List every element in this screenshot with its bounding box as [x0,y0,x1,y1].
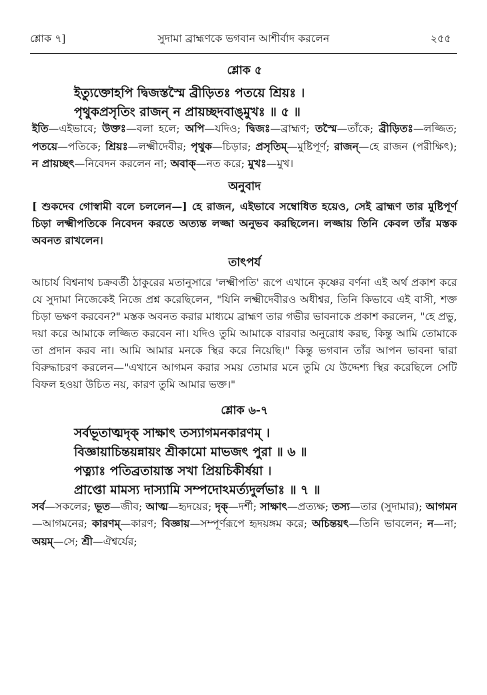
purport-heading: তাৎপর্য [228,254,261,269]
verse-6-7-heading: শ্লোক ৬-৭ [220,402,269,417]
verse-6-7-synonyms: সর্ব—সকলের; ভূত—জীব; আত্ম—হৃদয়ের; দৃক্‌—দর্শী; সাক্ষাৎ—প্রত্যক্ষ; তস্য—তার (সুদামার); আগমন—আগমনের; কারণম্‌—কারণ; বিজ্ঞায়—সম্পূর্ণরূপে হৃদয়ঙ্গম করে; অচিন্তয়ৎ—তিনি ভাবলেন; ন—না; অয়ম্‌—সে; শ্রী—ঐশ্বর্যের; [32,500,457,548]
purport-text: আচার্য বিশ্বনাথ চক্রবর্তী ঠাকুরের মতানুসারে 'লক্ষ্মীপতি' রূপে এখানে কৃষ্ণের বর্ণনা এই অর্থ প্রকাশ করে যে সুদামা নিজেকেই নিজে প্রশ্ন করেছিলেন, "যিনি লক্ষ্মীদেবীরও অধীশ্বর, তিনি কিভাবে এই বাসী, শক্ত চিড়া ভক্ষণ করবেন?" মস্তক অবনত করার মাধ্যমে ব্রাহ্মণ তার গভীর ভাবনাকে প্রকাশ করলেন, "হে প্রভু, দয়া করে আমাকে লজ্জিত করবেন না। যদিও তুমি আমাকে বারবার অনুরোধ করছ, কিন্তু আমি তোমাকে তা প্রদান করব না। আমি আমার মনকে স্থির করে নিয়েছি।" কিন্তু ভগবান তাঁর আপন ভাবনা দ্বারা বিরুদ্ধাচরণ করলেন—"এখানে আগমন করার সময় তোমার মনে তুমি যে উদ্দেশ্য স্থির করেছিলে সেটি বিফল হওয়া উচিত নয়, কারণ তুমি আমার ভক্ত।" [32,276,457,391]
verse-5-line-1: ইত্যুক্তোহপি দ্বিজস্তস্মৈ ব্রীড়িতঃ পতয়ে শ্রিয়ঃ । [74,85,305,100]
page-content [32,58,457,685]
verse-5-line-2: পৃথুকপ্রসৃতিং রাজন্‌ ন প্রায়চ্ছদবাঙ্‌মুখঃ ॥ ৫ ॥ [74,104,301,119]
verse-6-7-line-2: বিজ্ঞায়াচিন্তয়ন্নায়ং শ্রীকামো মাভজৎ পুরা ॥ ৬ ॥ [74,443,307,459]
running-header [30,32,457,50]
verse-5-synonyms: ইতি—এইভাবে; উক্তঃ—বলা হলে; অপি—যদিও; দ্বিজঃ—ব্রাহ্মণ; তস্মৈ—তাঁকে; ব্রীড়িতঃ—লজ্জিত; পতয়ে—পতিকে; শ্রিয়ঃ—লক্ষ্মীদেবীর; পৃথুক—চিড়ার; প্রসৃতিম্‌—মুষ্টিপূর্ণ; রাজন্‌—হে রাজন (পরীক্ষিৎ); ন প্রায়চ্ছৎ—নিবেদন করলেন না; অবাক্‌—নত করে; মুখঃ—মুখ। [32,123,458,170]
header-rule [30,53,457,54]
translation-text: [ শুকদেব গোস্বামী বলে চললেন—] হে রাজন, এইভাবে সম্বোধিত হয়েও, সেই ব্রাহ্মণ তার মুষ্টিপূর্ণ চিড়া লক্ষ্মীপতিকে নিবেদন করতে অত্যন্ত লজ্জা অনুভব করছিলেন। লজ্জায় তিনি কেবল তাঁর মস্তক অবনত রাখলেন। [32,200,457,247]
verse-6-7-line-4: প্রাপ্তো মামস্য দাস্যামি সম্পদোঽমর্ত্যদুর্লভাঃ ॥ ৭ ॥ [74,481,321,497]
verse-5-heading: শ্লোক ৫ [226,63,263,77]
verse-6-7-line-3: পত্ন্যাঃ পতিব্রতায়াস্ত সখা প্রিয়চিকীর্ষয়া । [74,462,272,478]
header-verse-ref: শ্লোক ৭] [30,33,66,45]
verse-6-7-line-1: সর্বভূতাত্মদৃক্‌ সাক্ষাৎ তস্যাগমনকারণম্‌ । [74,424,270,440]
header-chapter-title: সুদামা ব্রাহ্মণকে ভগবান আশীর্বাদ করলেন [157,33,330,45]
page-number: ২৫৫ [430,33,451,45]
translation-heading: অনুবাদ [228,178,261,193]
